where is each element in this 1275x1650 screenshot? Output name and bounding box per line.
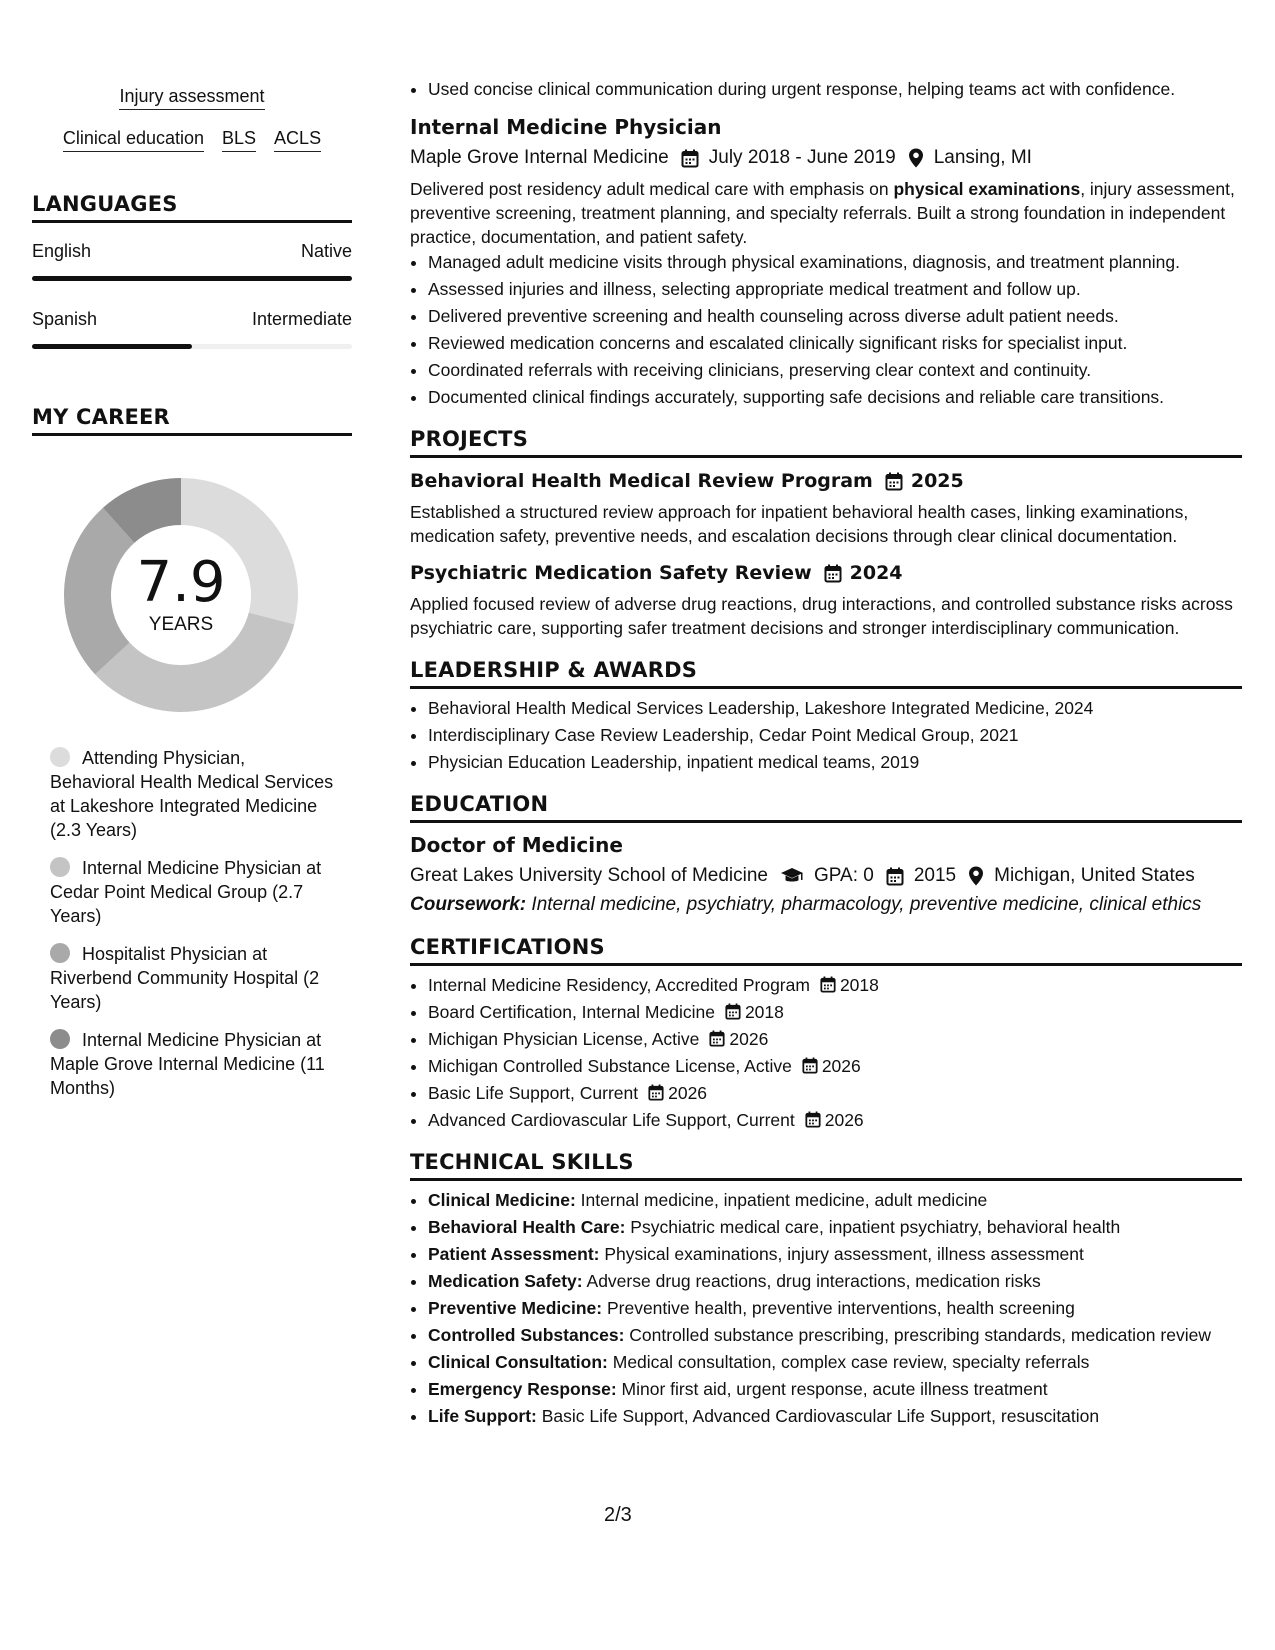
project-title: [410, 562, 1242, 584]
calendar-icon: [709, 1030, 725, 1047]
career-total-unit: YEARS: [148, 614, 214, 635]
career-donut-chart: [56, 470, 306, 720]
legend-dot: [50, 747, 70, 767]
skill-label: Medication Safety:: [428, 1271, 583, 1291]
education-meta: [410, 865, 1242, 887]
skill-text: Psychiatric medical care, inpatient psychiatry, behavioral health: [625, 1217, 1121, 1237]
skill-item: [428, 1216, 1242, 1239]
list-item: • Used concise clinical communication during urgent response, helping teams act with confidence.: [428, 78, 1242, 101]
job-company: Maple Grove Internal Medicine: [410, 147, 669, 168]
list-item: • Coordinated referrals with receiving clinicians, preserving clear context and continuity.: [428, 359, 1242, 382]
skill-label: Controlled Substances:: [428, 1325, 625, 1345]
legend-label: Internal Medicine Physician at Cedar Point Medical Group (2.7 Years): [50, 858, 322, 926]
certification-name: Internal Medicine Residency, Accredited Program: [428, 975, 810, 995]
list-item: • Managed adult medicine visits through physical examinations, diagnosis, and treatment planning.: [428, 251, 1242, 274]
legend-label: Internal Medicine Physician at Maple Grove Internal Medicine (11 Months): [50, 1030, 325, 1098]
skill-label: Emergency Response:: [428, 1379, 617, 1399]
skill-label: Clinical Consultation:: [428, 1352, 608, 1372]
legend-item: [50, 856, 335, 928]
language-name: English: [32, 241, 92, 261]
project-year: 2024: [849, 562, 903, 584]
skill-label: Preventive Medicine:: [428, 1298, 603, 1318]
skill-tags-row-1: [32, 86, 352, 110]
technical-skills-heading: TECHNICAL SKILLS: [410, 1150, 1242, 1181]
certification-item: [428, 1001, 1242, 1024]
skill-text: Adverse drug reactions, drug interactions, medication risks: [582, 1271, 1041, 1291]
job-summary: [410, 177, 1242, 249]
career-heading: MY CAREER: [32, 405, 352, 436]
project-description: Applied focused review of adverse drug reactions, drug interactions, and controlled substance risks across psychiatric care, supporting safer treatment decisions and stronger interdisciplinary communication.: [410, 594, 1233, 638]
certification-year: 2026: [821, 1056, 861, 1076]
skill-text: Physical examinations, injury assessment, illness assessment: [599, 1244, 1084, 1264]
certification-year: 2026: [729, 1029, 769, 1049]
skill-text: Controlled substance prescribing, prescribing standards, medication review: [624, 1325, 1211, 1345]
donut-center: [56, 470, 306, 720]
career-legend: [50, 746, 335, 1100]
project-name: Psychiatric Medication Safety Review: [410, 562, 812, 584]
school-name: Great Lakes University School of Medicine: [410, 865, 768, 886]
calendar-icon: [886, 867, 904, 886]
skill-item: [428, 1189, 1242, 1212]
certification-item: [428, 1082, 1242, 1105]
list-item: • Reviewed medication concerns and escalated clinically significant risks for specialist input.: [428, 332, 1242, 355]
skill-tags-row-2: [32, 128, 352, 152]
calendar-icon: [824, 564, 842, 583]
calendar-icon: [802, 1057, 818, 1074]
language-name: Spanish: [32, 309, 98, 329]
projects-heading: PROJECTS: [410, 427, 1242, 458]
certification-year: 2026: [824, 1110, 864, 1130]
gpa: GPA: 0: [814, 865, 874, 886]
skill-tag: Injury assessment: [119, 86, 264, 110]
legend-item: [50, 942, 335, 1014]
degree-title: Doctor of Medicine: [410, 833, 623, 857]
language-bar: [32, 276, 352, 281]
skill-item: [428, 1378, 1242, 1401]
list-item: • Behavioral Health Medical Services Leadership, Lakeshore Integrated Medicine, 2024: [428, 697, 1242, 720]
calendar-icon: [885, 472, 903, 491]
list-item: • Documented clinical findings accurately, supporting safe decisions and reliable care transitions.: [428, 386, 1242, 409]
project-description: Established a structured review approach for inpatient behavioral health cases, linking examinations, medication safety, preventive needs, and escalation decisions through clear clinical documentation.: [410, 502, 1189, 546]
skill-tag: Clinical education: [63, 128, 204, 152]
legend-dot: [50, 857, 70, 877]
skill-label: Life Support:: [428, 1406, 537, 1426]
skill-item: [428, 1297, 1242, 1320]
certification-name: Advanced Cardiovascular Life Support, Current: [428, 1110, 795, 1130]
job-dates: July 2018 - June 2019: [708, 147, 896, 168]
skill-item: [428, 1270, 1242, 1293]
main-content: [410, 78, 1242, 1432]
certification-year: 2026: [668, 1083, 708, 1103]
skill-label: Clinical Medicine:: [428, 1190, 576, 1210]
certification-year: 2018: [839, 975, 879, 995]
summary-text: Delivered post residency adult medical care with emphasis on: [410, 179, 894, 199]
list-item: • Assessed injuries and illness, selecting appropriate medical treatment and follow up.: [428, 278, 1242, 301]
experience-carry-list: [410, 78, 1242, 101]
language-bar: [32, 344, 352, 349]
skill-tag: BLS: [222, 128, 256, 152]
calendar-icon: [725, 1003, 741, 1020]
language-item: [32, 309, 352, 349]
language-item: [32, 241, 352, 281]
project-year: 2025: [910, 470, 964, 492]
calendar-icon: [648, 1084, 664, 1101]
certification-item: [428, 1055, 1242, 1078]
graduation-year: 2015: [913, 865, 957, 886]
certification-name: Michigan Controlled Substance License, Active: [428, 1056, 792, 1076]
legend-label: Hospitalist Physician at Riverbend Community Hospital (2 Years): [50, 944, 320, 1012]
skill-item: [428, 1243, 1242, 1266]
summary-text: , injury assessment, preventive screening, treatment planning, and specialty referrals. Built a strong foundation in independent practice, documentation, and patient safety.: [410, 179, 1235, 247]
skill-item: [428, 1351, 1242, 1374]
calendar-icon: [820, 976, 836, 993]
skill-text: Basic Life Support, Advanced Cardiovascular Life Support, resuscitation: [536, 1406, 1100, 1426]
location-pin-icon: [968, 866, 984, 886]
legend-dot: [50, 1029, 70, 1049]
certification-item: [428, 1028, 1242, 1051]
certifications-list: [410, 974, 1242, 1132]
job-bullets: [410, 251, 1242, 409]
project-name: Behavioral Health Medical Review Program: [410, 470, 873, 492]
technical-skills-list: [410, 1189, 1242, 1428]
graduation-cap-icon: [780, 867, 804, 885]
legend-label: Attending Physician, Behavioral Health Medical Services at Lakeshore Integrated Medicine (2.3 Years): [50, 748, 334, 840]
certification-item: [428, 1109, 1242, 1132]
skill-text: Internal medicine, inpatient medicine, adult medicine: [575, 1190, 988, 1210]
job-title: Internal Medicine Physician: [410, 115, 722, 139]
skill-label: Behavioral Health Care:: [428, 1217, 626, 1237]
languages-heading: LANGUAGES: [32, 192, 352, 223]
job-meta: [410, 147, 1242, 169]
page-number: 2/3: [604, 1504, 632, 1526]
project-title: [410, 470, 1242, 492]
legend-item: [50, 1028, 335, 1100]
education-heading: EDUCATION: [410, 792, 1242, 823]
certification-year: 2018: [744, 1002, 784, 1022]
skill-item: [428, 1405, 1242, 1428]
skill-label: Patient Assessment:: [428, 1244, 600, 1264]
language-level: Native: [300, 241, 352, 261]
school-location: Michigan, United States: [994, 865, 1195, 886]
legend-dot: [50, 943, 70, 963]
skill-text: Medical consultation, complex case review, specialty referrals: [607, 1352, 1090, 1372]
calendar-icon: [681, 149, 699, 168]
location-pin-icon: [908, 148, 924, 168]
language-bar-fill: [32, 344, 192, 349]
certifications-heading: CERTIFICATIONS: [410, 935, 1242, 966]
certification-name: Board Certification, Internal Medicine: [428, 1002, 715, 1022]
coursework: [410, 893, 1242, 917]
sidebar: [32, 86, 352, 1114]
list-item: • Physician Education Leadership, inpatient medical teams, 2019: [428, 751, 1242, 774]
skill-item: [428, 1324, 1242, 1347]
coursework-label: Coursework:: [410, 894, 527, 915]
certification-name: Michigan Physician License, Active: [428, 1029, 700, 1049]
coursework-text: Internal medicine, psychiatry, pharmacology, preventive medicine, clinical ethics: [526, 894, 1202, 915]
skill-text: Minor first aid, urgent response, acute illness treatment: [616, 1379, 1048, 1399]
certification-item: [428, 974, 1242, 997]
skill-tag: ACLS: [274, 128, 321, 152]
language-bar-fill: [32, 276, 352, 281]
list-item: • Interdisciplinary Case Review Leadership, Cedar Point Medical Group, 2021: [428, 724, 1242, 747]
leadership-list: [410, 697, 1242, 774]
leadership-heading: LEADERSHIP & AWARDS: [410, 658, 1242, 689]
summary-bold-text: physical examinations: [893, 179, 1081, 199]
legend-item: [50, 746, 335, 842]
career-total-years: 7.9: [136, 550, 226, 615]
job-location: Lansing, MI: [933, 147, 1032, 168]
skill-text: Preventive health, preventive interventions, health screening: [602, 1298, 1075, 1318]
calendar-icon: [805, 1111, 821, 1128]
list-item: • Delivered preventive screening and health counseling across diverse adult patient needs.: [428, 305, 1242, 328]
certification-name: Basic Life Support, Current: [428, 1083, 639, 1103]
language-level: Intermediate: [251, 309, 352, 329]
